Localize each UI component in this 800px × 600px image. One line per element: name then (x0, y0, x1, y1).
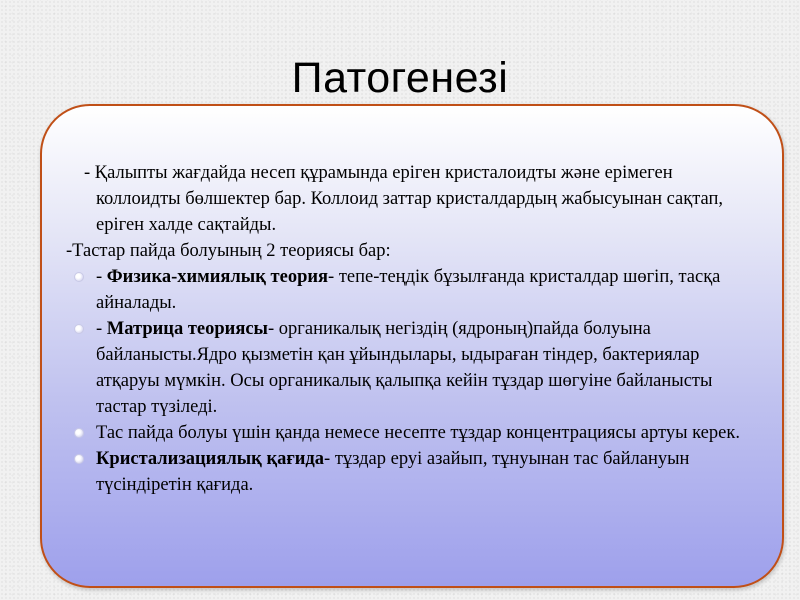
paragraph-theories-intro (66, 238, 756, 264)
list-item-salt-concentration (66, 420, 756, 446)
bullet-icon (74, 454, 84, 464)
item-term: Физика-химиялық теория (106, 267, 329, 287)
paragraph-text: -Тастар пайда болуының 2 теориясы бар: (66, 241, 391, 261)
item-term: Кристализациялық қағида (96, 449, 325, 469)
bullet-icon (74, 428, 84, 438)
list-item-crystallization-principle (66, 446, 756, 498)
item-description: - органикалық негіздің (ядроның)пайда болуына байланысты.Ядро қызметін қан ұйындылары, ыдыраған тіндер, бактериялар атқаруы мүмкін. Осы органикалық қалыпқа кейін тұздар шөгуіне байланысты тастар түзіледі. (96, 319, 713, 417)
item-description: Тас пайда болуы үшін қанда немесе несепте тұздар концентрациясы артуы керек. (96, 423, 740, 443)
item-description: - тұздар еруі азайып, тұнуынан тас байлануын түсіндіретін қағида. (96, 449, 690, 495)
paragraph-text: - Қалыпты жағдайда несеп құрамында еріген кристалоидты және ерімеген коллоидты бөлшектер бар. Коллоид заттар кристалдардың жабысуынан сақтап, еріген халде сақтайды. (84, 163, 724, 235)
item-description: - тепе-теңдік бұзылғанда кристалдар шөгіп, тасқа айналады. (96, 267, 721, 313)
paragraph-normal-conditions (66, 160, 756, 238)
list-item-matrix-theory (66, 316, 756, 420)
item-term: Матрица теориясы (106, 319, 268, 339)
bullet-icon (74, 324, 84, 334)
content-text (66, 160, 756, 498)
list-item-physicochemical-theory (66, 264, 756, 316)
item-prefix: - (96, 267, 107, 287)
slide-title: Патогенезі (291, 54, 509, 102)
bullet-icon (74, 272, 84, 282)
item-prefix: - (96, 319, 107, 339)
